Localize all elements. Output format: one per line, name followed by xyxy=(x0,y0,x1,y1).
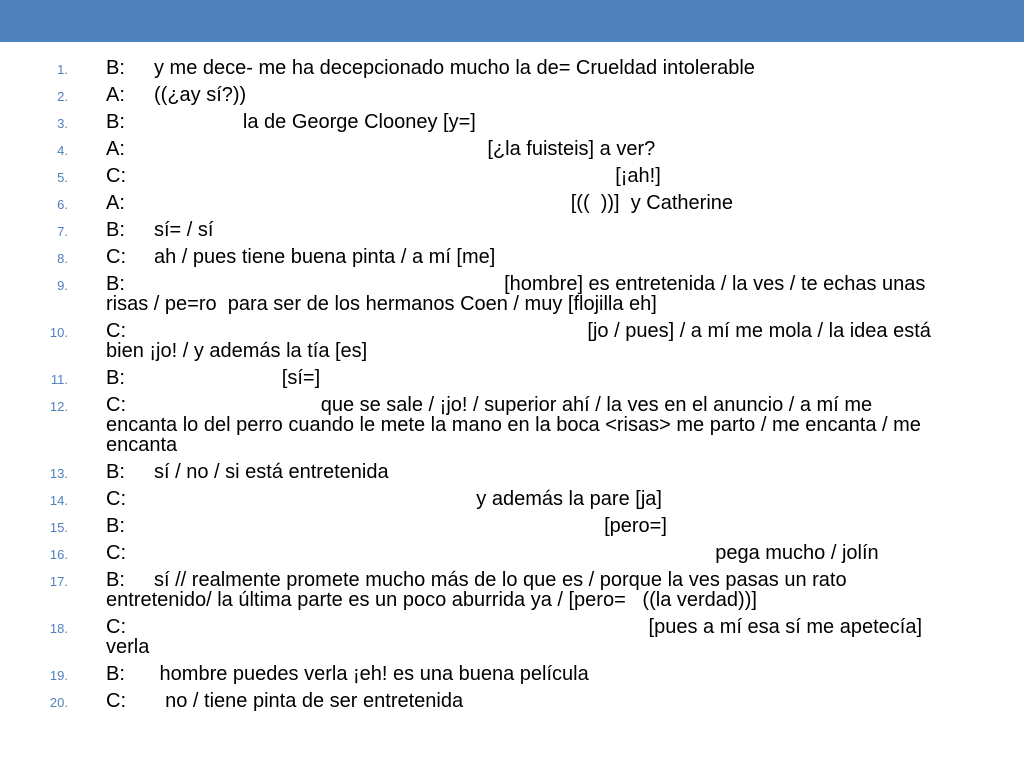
line-body xyxy=(106,540,946,567)
transcript-line xyxy=(0,688,1024,715)
speaker-label: C: xyxy=(106,320,126,342)
line-number: 5. xyxy=(57,170,68,185)
speaker-label: C: xyxy=(106,165,126,187)
transcript-line xyxy=(0,136,1024,163)
line-number: 13. xyxy=(49,466,68,481)
speaker-label: B: xyxy=(106,569,125,591)
transcript-line xyxy=(0,271,1024,318)
line-body xyxy=(106,392,946,459)
line-number: 16. xyxy=(49,547,68,562)
speaker-label: B: xyxy=(106,367,125,389)
line-number: 17. xyxy=(49,574,68,589)
transcript-line xyxy=(0,190,1024,217)
transcript-line xyxy=(0,459,1024,486)
transcript-line xyxy=(0,540,1024,567)
utterance-text: pega mucho / jolín xyxy=(154,542,879,564)
transcript-line xyxy=(0,163,1024,190)
line-number: 15. xyxy=(49,520,68,535)
utterance-text: [pues a mí esa sí me apetecía] verla xyxy=(106,616,928,658)
utterance-text: no / tiene pinta de ser entretenida xyxy=(154,690,464,712)
line-body xyxy=(106,271,946,318)
speaker-label: A: xyxy=(106,84,125,106)
speaker-label: B: xyxy=(106,663,125,685)
line-body xyxy=(106,459,946,486)
utterance-text: y me dece- me ha decepcionado mucho la de= Crueldad intolerable xyxy=(154,57,755,79)
line-number: 4. xyxy=(57,143,68,158)
line-number: 11. xyxy=(50,372,68,387)
line-body xyxy=(106,661,946,688)
utterance-text: sí / no / si está entretenida xyxy=(154,461,389,483)
utterance-text: ((¿ay sí?)) xyxy=(154,84,247,106)
utterance-text: [¿la fuisteis] a ver? xyxy=(154,138,656,160)
transcript-line xyxy=(0,392,1024,459)
speaker-label: B: xyxy=(106,111,125,133)
speaker-label: B: xyxy=(106,219,125,241)
utterance-text: ah / pues tiene buena pinta / a mí [me] xyxy=(154,246,496,268)
line-number: 20. xyxy=(49,695,68,710)
line-number: 6. xyxy=(57,197,68,212)
header-bar xyxy=(0,0,1024,42)
line-number: 7. xyxy=(57,224,68,239)
transcript-line xyxy=(0,55,1024,82)
transcript-line xyxy=(0,82,1024,109)
line-body xyxy=(106,513,946,540)
line-body xyxy=(106,365,946,392)
speaker-label: C: xyxy=(106,616,126,638)
line-body xyxy=(106,486,946,513)
utterance-text: [pero=] xyxy=(154,515,667,537)
transcript-line xyxy=(0,109,1024,136)
line-body xyxy=(106,567,946,614)
utterance-text: y además la pare [ja] xyxy=(154,488,662,510)
line-number: 12. xyxy=(49,399,68,414)
utterance-text: sí= / sí xyxy=(154,219,214,241)
utterance-text: [hombre] es entretenida / la ves / te echas unas risas / pe=ro para ser de los hermanos Coen / muy [flojilla eh] xyxy=(106,273,931,315)
speaker-label: C: xyxy=(106,690,126,712)
line-body xyxy=(106,136,946,163)
line-body xyxy=(106,55,946,82)
utterance-text: la de George Clooney [y=] xyxy=(154,111,476,133)
transcript-line xyxy=(0,244,1024,271)
utterance-text: [¡ah!] xyxy=(154,165,661,187)
speaker-label: C: xyxy=(106,542,126,564)
utterance-text: hombre puedes verla ¡eh! es una buena película xyxy=(154,663,589,685)
speaker-label: B: xyxy=(106,461,125,483)
transcript-line xyxy=(0,318,1024,365)
line-number: 18. xyxy=(49,621,68,636)
line-body xyxy=(106,163,946,190)
line-body xyxy=(106,318,946,365)
utterance-text: sí // realmente promete mucho más de lo que es / porque la ves pasas un rato entretenido/ la última parte es un poco aburrida ya / [pero= ((la verdad))] xyxy=(106,569,853,611)
line-number: 8. xyxy=(57,251,68,266)
utterance-text: [sí=] xyxy=(154,367,321,389)
speaker-label: C: xyxy=(106,246,126,268)
transcript-line xyxy=(0,513,1024,540)
transcript-line xyxy=(0,661,1024,688)
line-number: 14. xyxy=(49,493,68,508)
speaker-label: C: xyxy=(106,394,126,416)
line-body xyxy=(106,190,946,217)
line-number: 10. xyxy=(49,325,68,340)
line-body xyxy=(106,244,946,271)
utterance-text: [(( ))] y Catherine xyxy=(154,192,734,214)
speaker-label: C: xyxy=(106,488,126,510)
transcript-line xyxy=(0,567,1024,614)
transcript-line xyxy=(0,486,1024,513)
line-body xyxy=(106,82,946,109)
line-body xyxy=(106,614,946,661)
utterance-text: [jo / pues] / a mí me mola / la idea está bien ¡jo! / y además la tía [es] xyxy=(106,320,937,362)
speaker-label: A: xyxy=(106,138,125,160)
speaker-label: B: xyxy=(106,57,125,79)
line-number: 3. xyxy=(57,116,68,131)
line-number: 2. xyxy=(57,89,68,104)
utterance-text: que se sale / ¡jo! / superior ahí / la ves en el anuncio / a mí me encanta lo del perro cuando le mete la mano en la boca <risas> me parto / me encanta / me encanta xyxy=(106,394,927,456)
line-body xyxy=(106,109,946,136)
transcript-list xyxy=(0,55,1024,715)
speaker-label: B: xyxy=(106,515,125,537)
line-number: 1. xyxy=(57,62,68,77)
transcript-line xyxy=(0,217,1024,244)
speaker-label: A: xyxy=(106,192,125,214)
line-number: 19. xyxy=(49,668,68,683)
transcript-line xyxy=(0,365,1024,392)
line-body xyxy=(106,217,946,244)
line-number: 9. xyxy=(57,278,68,293)
speaker-label: B: xyxy=(106,273,125,295)
transcript-line xyxy=(0,614,1024,661)
line-body xyxy=(106,688,946,715)
